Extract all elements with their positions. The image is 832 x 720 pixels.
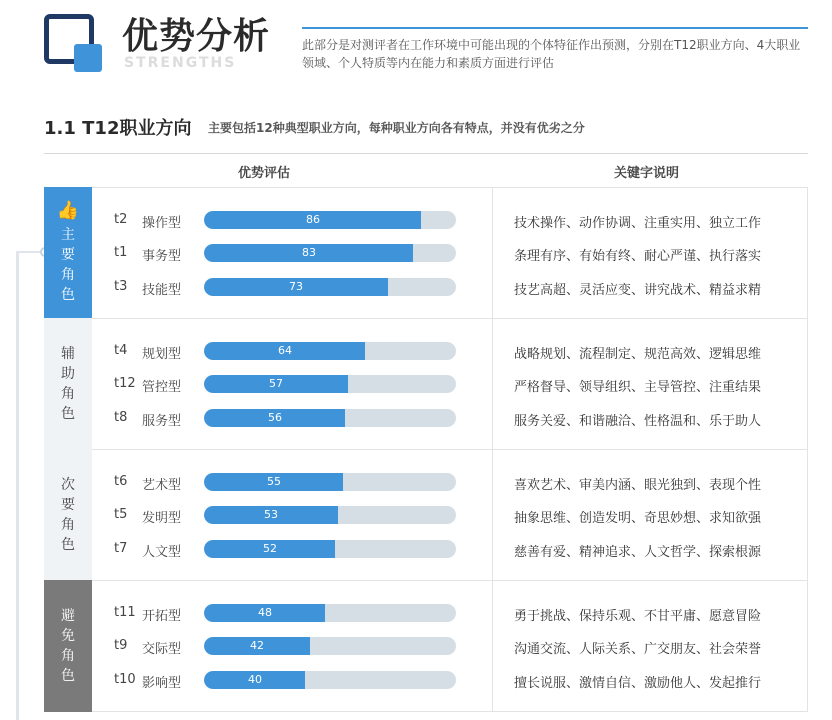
keyword-line: 沟通交流、人际关系、广交朋友、社会荣誉	[514, 642, 762, 657]
type-name: 开拓型	[142, 609, 182, 624]
type-code: t10	[114, 672, 136, 687]
keyword-line: 擅长说服、激情自信、激励他人、发起推行	[514, 676, 762, 691]
role-group	[44, 449, 808, 581]
score-bar-track	[204, 278, 456, 296]
type-code: t8	[114, 410, 128, 425]
score-row	[114, 540, 484, 558]
role-tag-char: 辅	[61, 346, 75, 362]
role-group	[44, 187, 808, 319]
type-name: 人文型	[142, 545, 182, 560]
section-divider	[44, 153, 808, 154]
type-code: t9	[114, 638, 128, 653]
score-bar-track	[204, 342, 456, 360]
keyword-line: 喜欢艺术、审美内涵、眼光独到、表现个性	[514, 478, 762, 493]
page-title: 优势分析	[122, 16, 271, 57]
type-name: 艺术型	[142, 478, 182, 493]
score-value: 53	[264, 508, 278, 521]
keyword-line: 抽象思维、创造发明、奇思妙想、求知欲强	[514, 511, 762, 526]
role-tag-char: 避	[61, 608, 75, 624]
score-row	[114, 211, 484, 229]
score-value: 52	[263, 542, 277, 555]
type-code: t2	[114, 212, 128, 227]
role-tag	[44, 580, 92, 712]
role-tag	[44, 318, 92, 450]
type-code: t3	[114, 279, 128, 294]
section-description: 主要包括12种典型职业方向，每种职业方向各有特点，并没有优劣之分	[208, 121, 585, 135]
score-row	[114, 604, 484, 622]
score-bar-track	[204, 671, 456, 689]
score-row	[114, 375, 484, 393]
score-row	[114, 671, 484, 689]
role-tag-char: 主	[61, 227, 75, 243]
header-divider	[302, 27, 808, 29]
role-tag-char: 色	[61, 537, 75, 553]
score-row	[114, 409, 484, 427]
score-bar-track	[204, 540, 456, 558]
role-tag-char: 色	[61, 668, 75, 684]
role-tag-char: 角	[61, 517, 75, 533]
type-code: t6	[114, 474, 128, 489]
score-value: 83	[302, 246, 316, 259]
score-row	[114, 342, 484, 360]
column-header-evaluation: 优势评估	[238, 166, 291, 181]
score-row	[114, 637, 484, 655]
role-tag-char: 角	[61, 648, 75, 664]
score-value: 73	[289, 280, 303, 293]
thumbs-up-icon: 👍	[56, 200, 80, 221]
type-name: 规划型	[142, 347, 182, 362]
role-tag-char: 色	[61, 287, 75, 303]
score-value: 48	[258, 606, 272, 619]
type-code: t5	[114, 507, 128, 522]
type-name: 事务型	[142, 249, 182, 264]
type-name: 技能型	[142, 283, 182, 298]
score-value: 56	[268, 411, 282, 424]
role-tag-char: 要	[61, 497, 75, 513]
type-code: t11	[114, 605, 136, 620]
role-tag-char: 次	[61, 477, 75, 493]
type-code: t7	[114, 541, 128, 556]
keyword-line: 技术操作、动作协调、注重实用、独立工作	[514, 216, 762, 231]
logo-square-inner	[74, 44, 102, 72]
score-bar-track	[204, 211, 456, 229]
score-bar-track	[204, 637, 456, 655]
type-code: t1	[114, 245, 128, 260]
type-name: 操作型	[142, 216, 182, 231]
timeline-connector	[16, 252, 19, 720]
score-row	[114, 506, 484, 524]
role-tag-char: 助	[61, 366, 75, 382]
score-bar-track	[204, 244, 456, 262]
type-name: 服务型	[142, 414, 182, 429]
header-description: 此部分是对测评者在工作环境中可能出现的个体特征作出预测，分别在T12职业方向、4大职业领域、个人特质等内在能力和素质方面进行评估	[302, 38, 801, 70]
score-bar-track	[204, 473, 456, 491]
section-title: 1.1 T12职业方向	[44, 118, 192, 139]
keyword-line: 勇于挑战、保持乐观、不甘平庸、愿意冒险	[514, 609, 762, 624]
type-code: t12	[114, 376, 136, 391]
type-name: 交际型	[142, 642, 182, 657]
score-row	[114, 278, 484, 296]
score-value: 86	[306, 213, 320, 226]
role-tag	[44, 187, 92, 319]
column-header-keywords: 关键字说明	[614, 166, 680, 181]
score-row	[114, 244, 484, 262]
role-group	[44, 580, 808, 712]
keyword-line: 慈善有爱、精神追求、人文哲学、探索根源	[514, 545, 762, 560]
score-value: 42	[250, 639, 264, 652]
role-tag-char: 角	[61, 267, 75, 283]
score-bar-track	[204, 375, 456, 393]
score-bar-track	[204, 506, 456, 524]
score-value: 64	[278, 344, 292, 357]
role-tag-char: 角	[61, 386, 75, 402]
keyword-line: 战略规划、流程制定、规范高效、逻辑思维	[514, 347, 762, 362]
page-subtitle: STRENGTHS	[124, 55, 237, 71]
role-group	[44, 318, 808, 450]
score-value: 40	[248, 673, 262, 686]
type-name: 发明型	[142, 511, 182, 526]
type-code: t4	[114, 343, 128, 358]
score-value: 55	[267, 475, 281, 488]
role-tag-char: 要	[61, 247, 75, 263]
role-tag	[44, 449, 92, 581]
keyword-line: 技艺高超、灵活应变、讲究战术、精益求精	[514, 283, 762, 298]
keyword-line: 服务关爱、和谐融洽、性格温和、乐于助人	[514, 414, 762, 429]
score-bar-track	[204, 604, 456, 622]
type-name: 管控型	[142, 380, 182, 395]
keyword-line: 条理有序、有始有终、耐心严谨、执行落实	[514, 249, 762, 264]
score-bar-track	[204, 409, 456, 427]
section-logo-icon	[44, 14, 102, 72]
score-row	[114, 473, 484, 491]
role-tag-char: 色	[61, 406, 75, 422]
role-tag-char: 免	[61, 628, 75, 644]
type-name: 影响型	[142, 676, 182, 691]
score-value: 57	[269, 377, 283, 390]
keyword-line: 严格督导、领导组织、主导管控、注重结果	[514, 380, 762, 395]
